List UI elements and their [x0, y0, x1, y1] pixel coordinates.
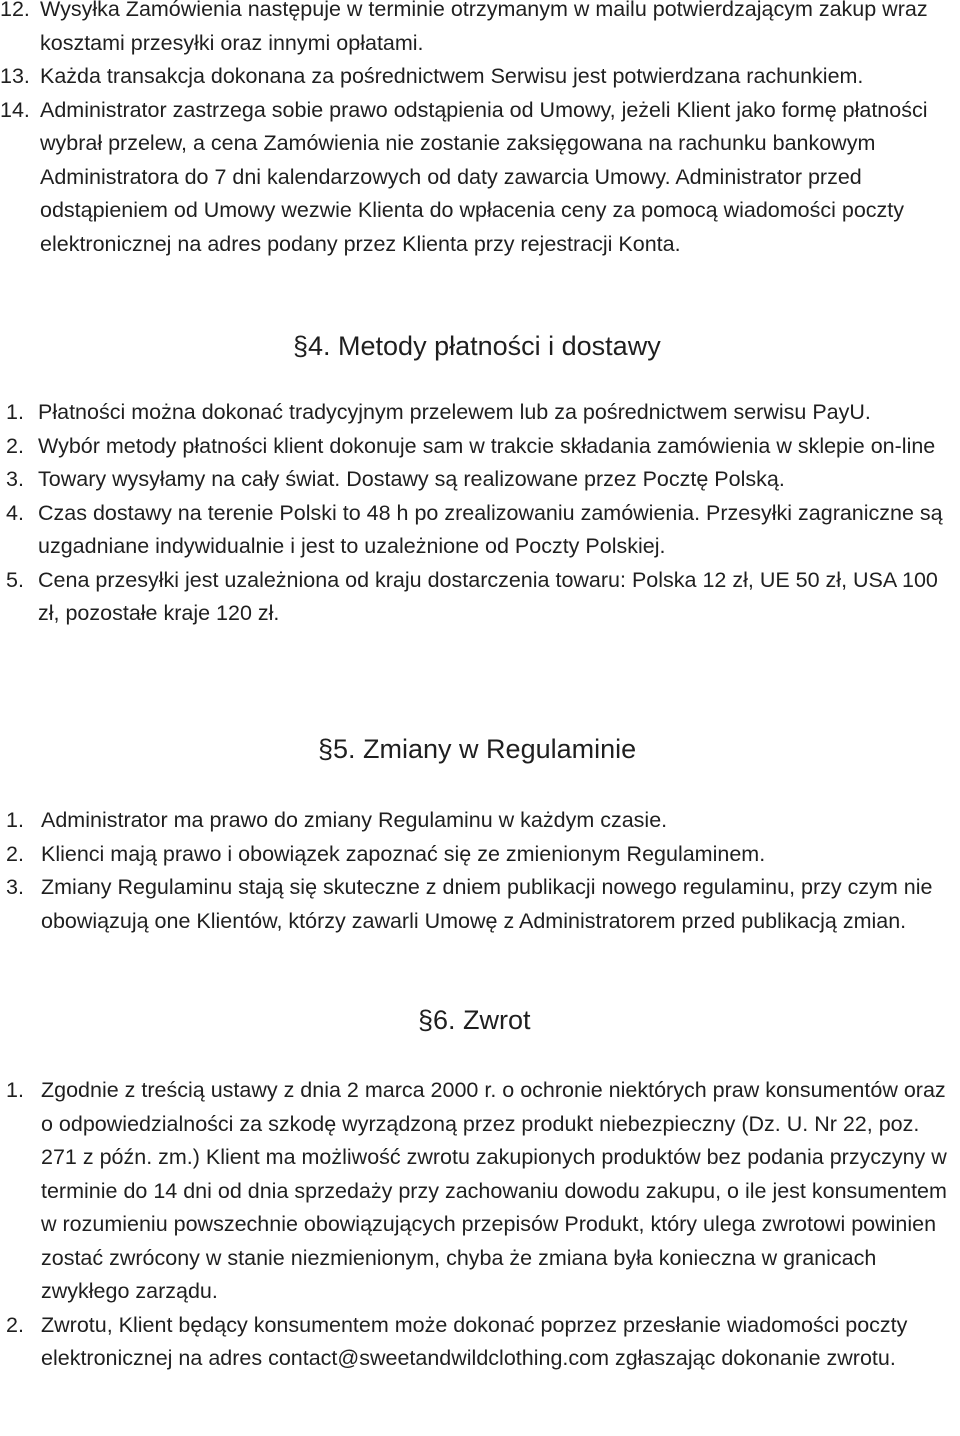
item-text: Wybór metody płatności klient dokonuje sam w trakcie składania zamówienia w sklepie on-line [38, 433, 936, 458]
item-number: 4. [6, 500, 24, 525]
list-item [0, 396, 960, 430]
section4-list [0, 396, 960, 631]
item-number: 13. [0, 64, 30, 88]
section6-list [0, 1074, 960, 1376]
item-number: 2. [6, 1312, 24, 1337]
item-number: 1. [6, 1078, 24, 1102]
item-number: 5. [6, 567, 24, 592]
item-number: 3. [6, 875, 24, 899]
item-text: Czas dostawy na terenie Polski to 48 h po zrealizowaniu zamówienia. Przesyłki zagraniczne są uzgadniane indywidualnie i jest to uzależnione od Poczty Polskiej. [38, 500, 943, 558]
list-item [0, 1074, 960, 1309]
item-text: Płatności można dokonać tradycyjnym przelewem lub za pośrednictwem serwisu PayU. [38, 400, 871, 424]
list-item [0, 497, 960, 564]
item-number: 1. [6, 400, 24, 424]
list-item [0, 60, 960, 94]
item-number: 3. [6, 467, 24, 491]
list-item [0, 564, 960, 631]
item-text: Klienci mają prawo i obowiązek zapoznać się ze zmienionym Regulaminem. [41, 841, 766, 866]
list-item [0, 430, 960, 464]
item-text: Zgodnie z treścią ustawy z dnia 2 marca 2000 r. o ochronie niektórych praw konsumentów oraz o odpowiedzialności za szkodę wyrządzoną przez produkt niebezpieczny (Dz. U. Nr 22, poz. 271 z późn. zm.) Klient ma możliwość zwrotu zakupionych produktów bez podania przyczyny w terminie do 14 dni od dnia sprzedaży przy zachowaniu dowodu zakupu, o ile jest konsumentem w rozumieniu powszechnie obowiązujących przepisów Produkt, który ulega zwrotowi powinien zostać zwrócony w stanie niezmienionym, chyba że zmiana była konieczna w granicach zwykłego zarządu. [41, 1078, 947, 1303]
list-item [0, 804, 960, 838]
item-text: Towary wysyłamy na cały świat. Dostawy są realizowane przez Pocztę Polską. [38, 467, 785, 491]
section3-list [0, 0, 960, 261]
item-text: Administrator zastrzega sobie prawo odstąpienia od Umowy, jeżeli Klient jako formę płatności wybrał przelew, a cena Zamówienia nie zostanie zaksięgowana na rachunku bankowym Administratora do 7 dni kalendarzowych od daty zawarcia Umowy. Administrator przed odstąpieniem od Umowy wezwie Klienta do wpłacenia ceny za pomocą wiadomości poczty elektronicznej na adres podany przez Klienta przy rejestracji Konta. [40, 97, 928, 256]
list-item [0, 838, 960, 872]
item-text: Każda transakcja dokonana za pośrednictwem Serwisu jest potwierdzana rachunkiem. [40, 64, 864, 88]
item-text: Wysyłka Zamówienia następuje w terminie otrzymanym w mailu potwierdzającym zakup wraz kosztami przesyłki oraz innymi opłatami. [40, 0, 928, 55]
item-text: Cena przesyłki jest uzależniona od kraju dostarczenia towaru: Polska 12 zł, UE 50 zł, USA 100 zł, pozostałe kraje 120 zł. [38, 567, 938, 625]
item-text: Administrator ma prawo do zmiany Regulaminu w każdym czasie. [41, 808, 668, 832]
item-number: 12. [0, 0, 30, 21]
list-item [0, 0, 960, 60]
section-heading: §6. Zwrot [418, 1005, 531, 1035]
item-text: Zwrotu, Klient będący konsumentem może dokonać poprzez przesłanie wiadomości poczty elektronicznej na adres contact@sweetandwildclothing.com zgłaszając dokonanie zwrotu. [41, 1312, 908, 1370]
item-text: Zmiany Regulaminu stają się skuteczne z dniem publikacji nowego regulaminu, przy czym nie obowiązują one Klientów, którzy zawarli Umowę z Administratorem przed publikacją zmian. [41, 875, 933, 933]
item-number: 2. [6, 841, 24, 866]
list-item [0, 871, 960, 938]
list-item [0, 1309, 960, 1376]
section-heading: §5. Zmiany w Regulaminie [318, 734, 637, 764]
section-heading: §4. Metody płatności i dostawy [293, 331, 661, 361]
item-number: 1. [6, 808, 24, 832]
section5-list [0, 804, 960, 938]
item-number: 14. [0, 97, 30, 122]
list-item [0, 94, 960, 262]
list-item [0, 463, 960, 497]
item-number: 2. [6, 433, 24, 458]
